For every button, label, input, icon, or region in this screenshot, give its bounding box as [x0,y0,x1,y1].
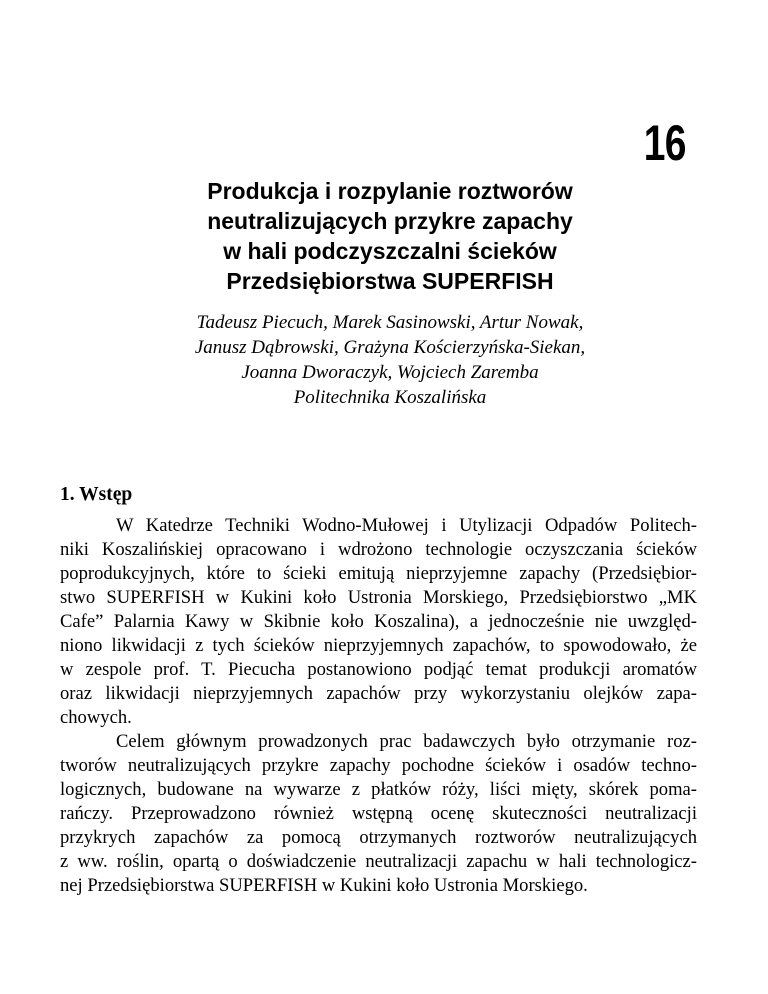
affiliation: Politechnika Koszalińska [293,387,487,408]
paragraph-line: niono likwidacji z tych ścieków nieprzyjemnych zapachów, to spowodowało, że [60,635,697,656]
paragraph-line: W Katedrze Techniki Wodno-Mułowej i Utylizacji Odpadów Politech- [116,515,697,536]
chapter-number: 16 [644,115,686,171]
paragraph-line: chowych. [60,707,132,728]
paragraph-line: Cafe” Palarnia Kawy w Skibnie koło Koszalina), a jednocześnie nie uwzględ- [60,611,697,632]
author-line: Joanna Dworaczyk, Wojciech Zaremba [241,362,539,383]
paragraph-line: z ww. roślin, opartą o doświadczenie neutralizacji zapachu w hali technologicz- [60,851,697,872]
title-line: Przedsiębiorstwa SUPERFISH [226,268,554,294]
paragraph-line: stwo SUPERFISH w Kukini koło Ustronia Morskiego, Przedsiębiorstwo „MK [60,587,697,608]
paragraph-line: nej Przedsiębiorstwa SUPERFISH w Kukini koło Ustronia Morskiego. [60,875,588,896]
paragraph-line: w zespole prof. T. Piecucha postanowiono podjąć temat produkcji aromatów [60,659,697,680]
paragraph-line: Celem głównym prowadzonych prac badawczych było otrzymanie roz- [116,731,697,752]
chapter-title [100,176,680,296]
section-heading: 1. Wstęp [60,484,133,505]
title-line: neutralizujących przykre zapachy [207,208,573,234]
paragraph-line: rańczy. Przeprowadzono również wstępną ocenę skuteczności neutralizacji [60,803,697,824]
paragraph-line: logicznych, budowane na wywarze z płatków róży, liści mięty, skórek poma- [60,779,697,800]
body-text [60,514,697,898]
paragraph-line: tworów neutralizujących przykre zapachy pochodne ścieków i osadów techno- [60,755,697,776]
paragraph-line: oraz likwidacji nieprzyjemnych zapachów przy wykorzystaniu olejków zapa- [60,683,697,704]
paragraph-line: niki Koszalińskiej opracowano i wdrożono technologie oczyszczania ścieków [60,539,697,560]
paragraph-line: poprodukcyjnych, które to ścieki emitują nieprzyjemne zapachy (Przedsiębior- [60,563,697,584]
author-line: Janusz Dąbrowski, Grażyna Kościerzyńska-Siekan, [194,337,586,358]
authors [60,310,720,410]
paragraph-line: przykrych zapachów za pomocą otrzymanych roztworów neutralizujących [60,827,697,848]
title-line: w hali podczyszczalni ścieków [223,238,557,264]
title-line: Produkcja i rozpylanie roztworów [207,178,573,204]
author-line: Tadeusz Piecuch, Marek Sasinowski, Artur Nowak, [196,312,584,333]
